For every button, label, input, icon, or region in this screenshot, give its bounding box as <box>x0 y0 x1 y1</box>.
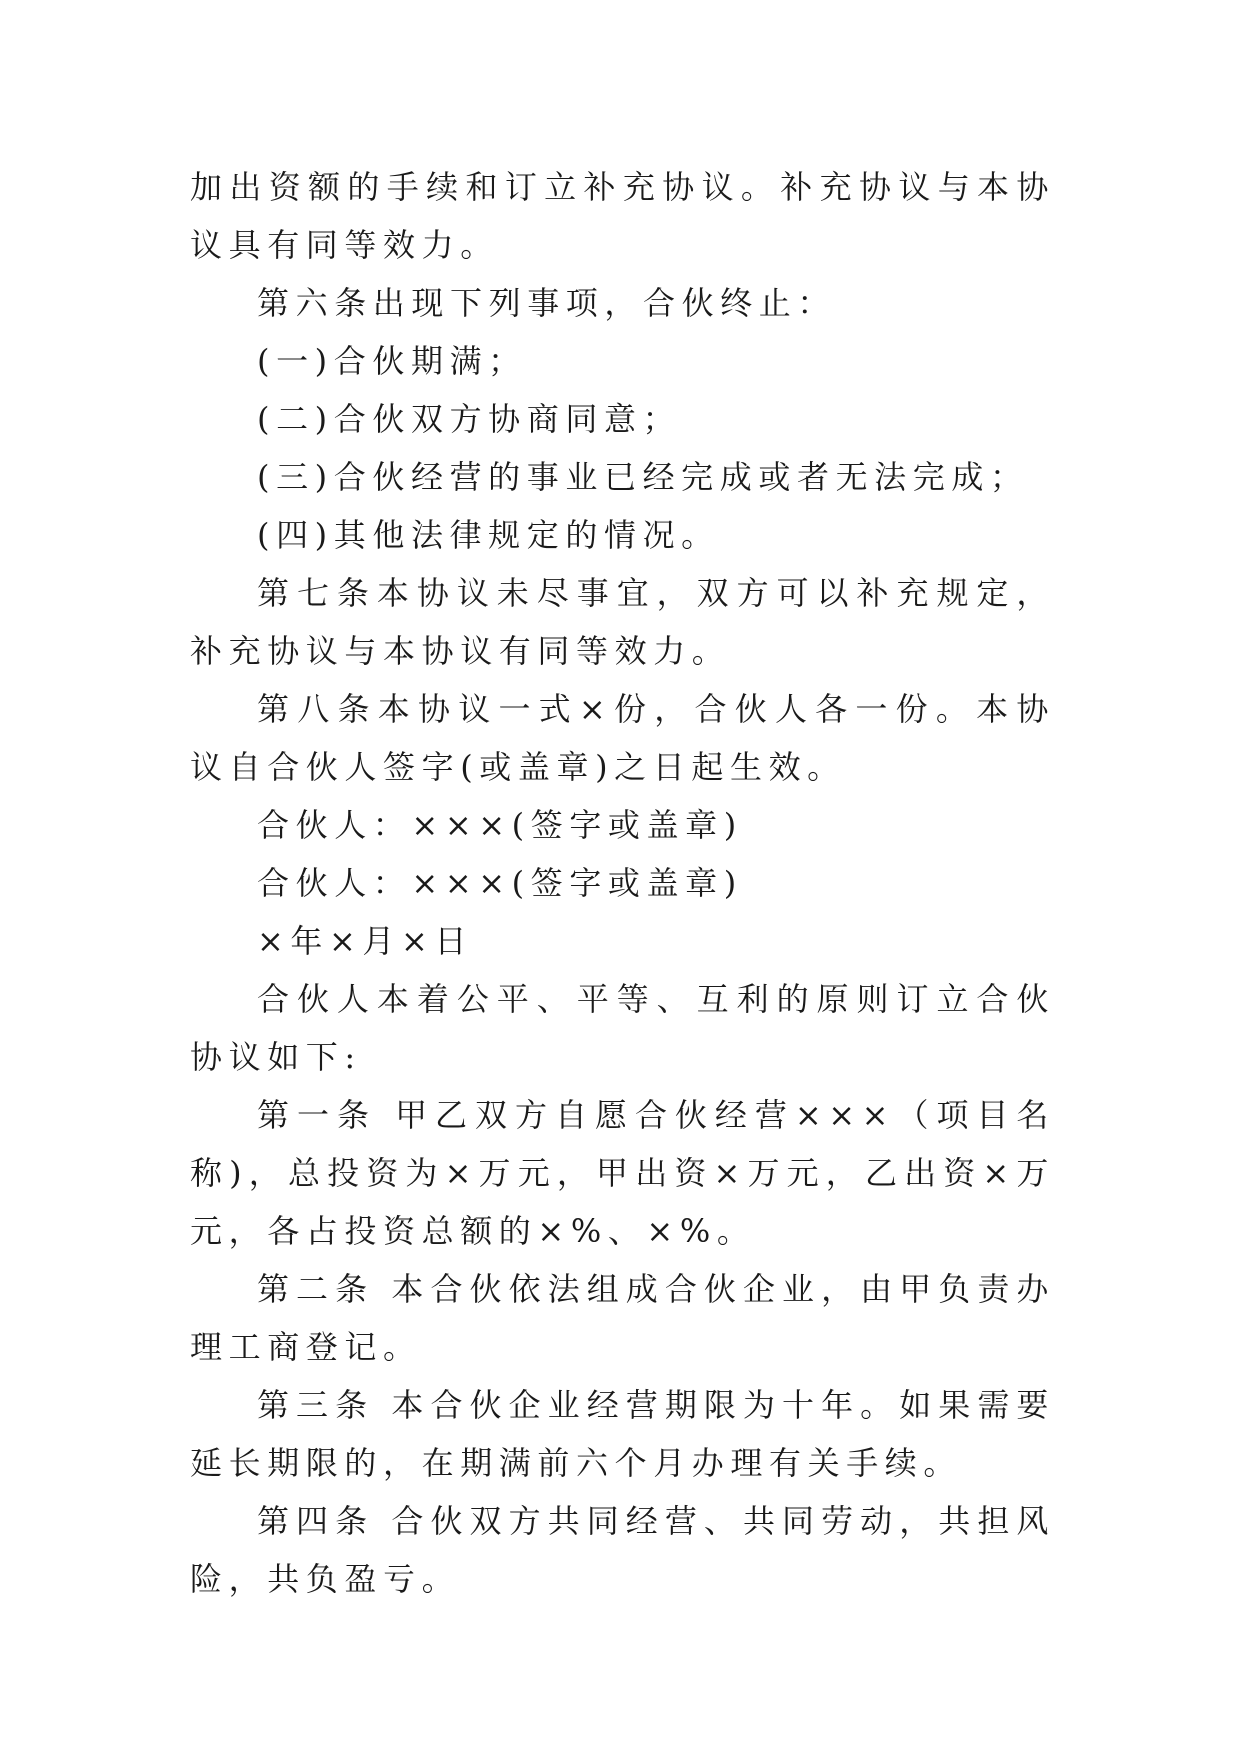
paragraph-continuation: 加出资额的手续和订立补充协议。补充协议与本协议具有同等效力。 <box>190 168 1055 264</box>
signature-date: ×年×月×日 <box>257 922 474 960</box>
signature-partner-2: 合伙人：×××(签字或盖章) <box>257 864 743 902</box>
list-item-3: (三)合伙经营的事业已经完成或者无法完成； <box>257 458 1029 496</box>
paragraph-article-4: 第四条 合伙双方共同经营、共同劳动，共担风险，共负盈亏。 <box>190 1502 1055 1598</box>
list-item-1: (一)合伙期满； <box>257 342 527 380</box>
list-item-2: (二)合伙双方协商同意； <box>257 400 682 438</box>
paragraph-article-7: 第七条本协议未尽事宜，双方可以补充规定，补充协议与本协议有同等效力。 <box>190 574 1055 670</box>
signature-partner-1: 合伙人：×××(签字或盖章) <box>257 806 743 844</box>
paragraph-article-8: 第八条本协议一式×份，合伙人各一份。本协议自合伙人签字(或盖章)之日起生效。 <box>190 690 1055 786</box>
paragraph-article-1: 第一条 甲乙双方自愿合伙经营×××（项目名称)，总投资为×万元，甲出资×万元，乙出资×万元，各占投资总额的×%、×%。 <box>190 1096 1055 1250</box>
paragraph-article-2: 第二条 本合伙依法组成合伙企业，由甲负责办理工商登记。 <box>190 1270 1055 1366</box>
paragraph-article-6: 第六条出现下列事项，合伙终止： <box>257 284 837 322</box>
paragraph-article-3: 第三条 本合伙企业经营期限为十年。如果需要延长期限的，在期满前六个月办理有关手续。 <box>190 1386 1055 1482</box>
paragraph-preamble: 合伙人本着公平、平等、互利的原则订立合伙协议如下: <box>190 980 1055 1076</box>
list-item-4: (四)其他法律规定的情况。 <box>257 516 720 554</box>
document-body <box>190 158 1055 1608</box>
